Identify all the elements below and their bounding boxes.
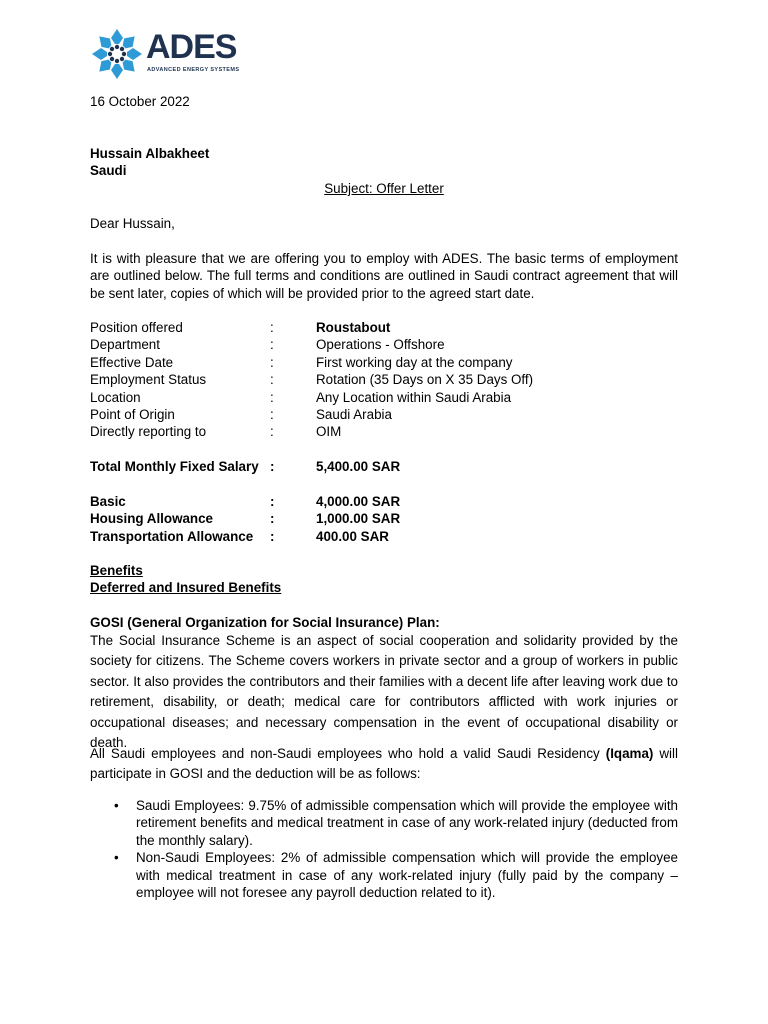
term-label: Effective Date [90, 354, 174, 370]
gosi-deduction-list [90, 797, 678, 901]
intro-paragraph: It is with pleasure that we are offering you to employ with ADES. The basic terms of employment are outlined below. The full terms and conditions are outlined in Saudi contract agreement that will be sent later, copies of which will be provided prior to the agreed start date. [90, 251, 678, 301]
list-item [90, 797, 678, 849]
participation-text: All Saudi employees and non-Saudi employees who hold a valid Saudi Residency [90, 746, 606, 761]
term-label: Department [90, 337, 160, 353]
ades-emblem-icon [90, 27, 144, 81]
term-value: First working day at the company [316, 354, 513, 370]
term-value: Roustabout [316, 320, 391, 335]
iqama-term: (Iqama) [605, 746, 654, 761]
term-row [90, 389, 690, 406]
term-value: 400.00 SAR [316, 528, 389, 544]
term-label: Position offered [90, 320, 183, 335]
term-separator: : [270, 494, 275, 509]
list-item-text: Saudi Employees: 9.75% of admissible compensation which will provide the employee with retirement benefits and medical treatment in case of any work-related injury (deducted from the monthly salary). [136, 798, 678, 848]
list-item [90, 849, 678, 901]
letter-date: 16 October 2022 [90, 94, 190, 109]
total-salary-row [90, 458, 690, 475]
term-row [90, 354, 690, 371]
term-label: Location [90, 389, 141, 405]
list-item-text: Non-Saudi Employees: 2% of admissible compensation which will provide the employee with medical treatment in case of any work-related injury (fully paid by the company – employee will not foresee any payroll deduction related to it). [136, 850, 678, 901]
term-separator: : [270, 354, 274, 370]
term-label: Housing Allowance [90, 511, 214, 527]
term-separator: : [270, 407, 274, 422]
gosi-paragraph: The Social Insurance Scheme is an aspect of social cooperation and solidarity provided by the society for citizens. The Scheme covers workers in private sector and a group of workers in public sector. It also provides the contributors and their families with a decent life after leaving work due to retirement, disability, or death; medical care for contributors afflicted with work injuries or occupational diseases; and necessary compensation in the event of occupational disability or death. [90, 633, 678, 751]
term-label: Point of Origin [90, 407, 175, 422]
term-label: Total Monthly Fixed Salary [90, 459, 259, 474]
term-label: Directly reporting to [90, 424, 207, 440]
term-separator: : [270, 424, 274, 440]
bullet-icon: • [114, 850, 119, 866]
term-separator: : [270, 320, 274, 335]
term-row [90, 336, 690, 353]
term-separator: : [270, 511, 275, 527]
term-row [90, 319, 690, 336]
participation-text: will participate in GOSI and the deduction will be as follows: [90, 746, 678, 782]
recipient-name: Hussain Albakheet [90, 146, 210, 161]
gosi-heading: GOSI (General Organization for Social Insurance) Plan: [90, 615, 440, 630]
term-value: Operations - Offshore [316, 337, 445, 353]
salary-row [90, 528, 690, 545]
term-separator: : [270, 337, 274, 353]
term-label: Employment Status [90, 372, 207, 388]
term-row [90, 371, 690, 388]
term-value: 4,000.00 SAR [316, 494, 401, 509]
term-label: Transportation Allowance [90, 528, 254, 544]
term-value: Any Location within Saudi Arabia [316, 389, 512, 405]
term-row [90, 423, 690, 440]
deferred-benefits-heading: Deferred and Insured Benefits [90, 580, 282, 596]
term-row [90, 406, 690, 423]
term-separator: : [270, 459, 275, 474]
term-separator: : [270, 528, 275, 544]
salary-row [90, 510, 690, 527]
bullet-icon: • [114, 798, 119, 813]
term-value: 1,000.00 SAR [316, 511, 401, 527]
subject-line: Subject: Offer Letter [324, 181, 444, 196]
logo-tagline: ADVANCED ENERGY SYSTEMS [147, 67, 240, 73]
logo-wordmark: ADES [146, 28, 237, 66]
term-value: Saudi Arabia [316, 407, 392, 422]
term-value: Rotation (35 Days on X 35 Days Off) [316, 372, 534, 388]
term-label: Basic [90, 494, 126, 509]
term-value: OIM [316, 424, 342, 440]
term-separator: : [270, 372, 274, 388]
salutation: Dear Hussain, [90, 216, 175, 231]
benefits-heading: Benefits [90, 563, 143, 578]
ades-logo [90, 24, 242, 82]
term-separator: : [270, 389, 274, 405]
recipient-nationality: Saudi [90, 163, 127, 178]
salary-row [90, 493, 690, 510]
participation-paragraph [90, 744, 678, 785]
term-value: 5,400.00 SAR [316, 459, 401, 474]
